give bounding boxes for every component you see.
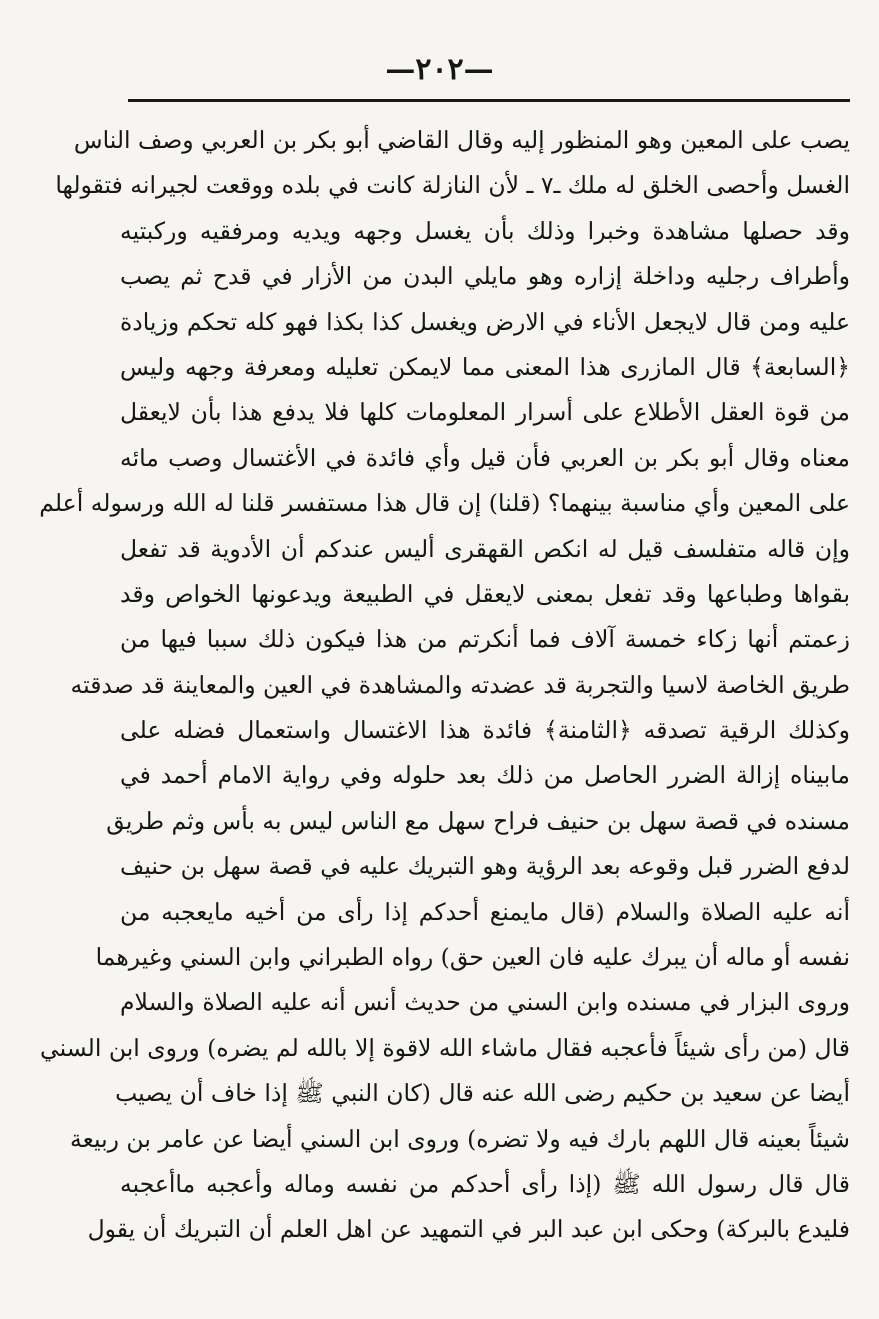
text-line: على المعين وأي مناسبة بينهما؟ (قلنا) إن قال هذا مستفسر قلنا له الله ورسوله أعلم [39,489,850,518]
text-line: زعمتم أنها زكاء خمسة آلاف فما أنكرتم من هذا فيكون ذلك سببا فيها من [120,625,850,654]
text-line: قال (من رأى شيئاً فأعجبه فقال ماشاء الله لاقوة إلا بالله لم يضره) وروى ابن السني [40,1033,850,1062]
text-line: مسنده في قصة سهل بن حنيف فراح سهل مع الناس ليس به بأس وثم طريق [106,806,850,835]
header-rule [128,99,850,102]
text-line: وقد حصلها مشاهدة وخبرا وذلك بأن يغسل وجهه ويديه ومرفقيه وركبتيه [120,216,850,245]
text-line: معناه وقال أبو بكر بن العربي فأن قيل وأي فائدة في الأغتسال وصب مائه [120,443,850,472]
page-header [0,52,879,87]
text-line: بقواها وطباعها وقد تفعل بمعنى لايعقل في الطبيعة ويدعونها الخواص وقد [120,579,850,608]
text-line: قال قال رسول الله ﷺ (إذا رأى أحدكم من نفسه وماله وأعجبه ماأعجبه [120,1169,850,1198]
text-line: لدفع الضرر قبل وقوعه بعد الرؤية وهو التبريك عليه في قصة سهل بن حنيف [120,852,850,881]
text-line: الغسل وأحصى الخلق له ملك ـ٧ ـ لأن النازلة كانت في بلده ووقعت لجيرانه فتقولها [55,171,850,200]
text-line: نفسه أو ماله أن يبرك عليه فان العين حق) رواه الطبراني وابن السني وغيرهما [95,943,850,972]
text-line: من قوة العقل الأطلاع على أسرار المعلومات كلها فلا يدفع هذا بأن لايعقل [120,398,850,427]
text-line: يصب على المعين وهو المنظور إليه وقال القاضي أبو بكر بن العربي وصف الناس [73,126,850,154]
text-line: مابيناه إزالة الضرر الحاصل من ذلك بعد حلوله وفي رواية الامام أحمد في [120,761,850,790]
text-line: أيضا عن سعيد بن حكيم رضى الله عنه قال (كان النبي ﷺ إذا خاف أن يصيب [115,1079,850,1108]
page-number: —٢٠٢— [385,52,494,87]
text-line: عليه ومن قال لايجعل الأناء في الارض ويغسل كذا بكذا فهو كله تحكم وزيادة [120,307,851,336]
text-line: طريق الخاصة لاسيا والتجربة قد عضدته والمشاهدة في العين والمعاينة قد صدقته [70,670,850,699]
text-line: وأطراف رجليه وداخلة إزاره وهو مايلي البدن من الأزار في قدح ثم يصب [120,262,850,291]
body-text [39,118,851,1253]
text-line: ﴿السابعة﴾ قال المازرى هذا المعنى مما لايمكن تعليله ومعرفة وجهه وليس [120,352,850,381]
text-line: وكذلك الرقية تصدقه ﴿الثامنة﴾ فائدة هذا الاغتسال واستعمال فضله على [120,716,850,745]
text-line: شيئاً بعينه قال اللهم بارك فيه ولا تضره) وروى ابن السني أيضا عن عامر بن ربيعة [70,1124,850,1153]
text-line: وإن قاله متفلسف قيل له انكص القهقرى أليس عندكم أن الأدوية قد تفعل [120,534,850,563]
text-line: فليدع بالبركة) وحكى ابن عبد البر في التمهيد عن اهل العلم أن التبريك أن يقول [87,1215,850,1244]
text-line: وروى البزار في مسنده وابن السني من حديث أنس أنه عليه الصلاة والسلام [120,988,850,1017]
text-line: أنه عليه الصلاة والسلام (قال مايمنع أحدكم إذا رأى من أخيه مايعجبه من [120,897,850,926]
